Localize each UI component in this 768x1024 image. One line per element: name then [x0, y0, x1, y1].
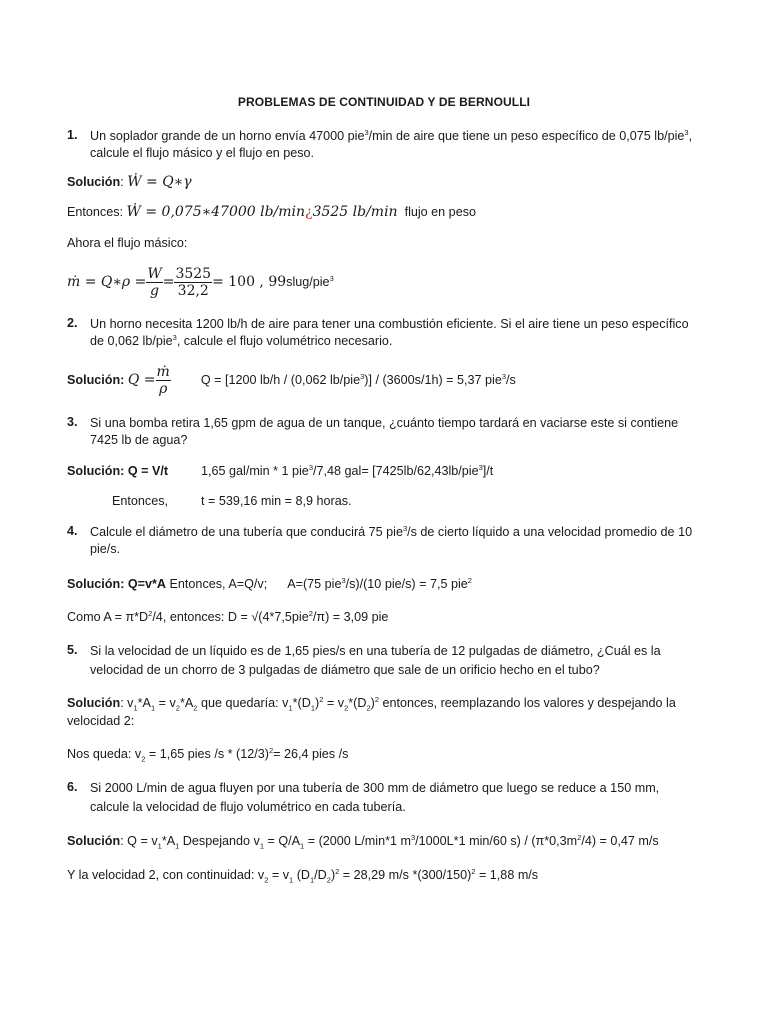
- problem-6-line-1: Si 2000 L/min de agua fluyen por una tubería de 300 mm de diámetro que luego se reduce a 150 mm,: [90, 781, 660, 795]
- problem-1-weight-flow: Entonces: Ẇ = 0,075∗47000 lb/min¿3525 lb/min flujo en peso: [67, 204, 476, 220]
- fraction-w-over-g: $\frac{W}{g}$: [147, 266, 162, 300]
- problem-5-solution-line-2: velocidad 2:: [67, 714, 135, 728]
- problem-1-mass-intro: Ahora el flujo másico:: [67, 236, 188, 250]
- problem-5-result: Nos queda: $v_2 = 1,65$ pies $/s * (12/3)^2= 26,4$ pies /s: [67, 745, 349, 764]
- problem-1-number: 1.: [67, 128, 78, 142]
- problem-3-solution-calc: 1,65 gal/min * 1 pie$^3$/7,48 gal= [7425lb/62,43lb/pie$^3$]/t: [201, 462, 494, 478]
- problem-6-line-2: calcule la velocidad de flujo volumétrico en cada tubería.: [90, 800, 406, 814]
- problem-1-line-1: Un soplador grande de un horno envía 47000 pie$^3$/min de aire que tiene un peso específico de 0,075 lb/pie$^3$,: [90, 127, 693, 143]
- problem-2-solution: Solución: Q = $\frac{\text{ṁ}}{\rho}$ Q = [1200 lb/h / (0,062 lb/pie$^3$)] / (3600s/1h) = 5,37 pie$^3$/s: [67, 364, 516, 398]
- problem-5-line-1: Si la velocidad de un líquido es de 1,65 pies/s en una tubería de 12 pulgadas de diámetro, ¿Cuál es la: [90, 644, 661, 658]
- problem-4-number: 4.: [67, 524, 78, 538]
- problem-3-line-2: 7425 lb de agua?: [90, 433, 188, 447]
- problem-1-line-2: calcule el flujo másico y el flujo en peso.: [90, 146, 315, 160]
- problem-3-result-label: Entonces,: [112, 494, 169, 508]
- problem-6-number: 6.: [67, 780, 78, 794]
- problem-6-velocity-2: Y la velocidad 2, con continuidad: $v_2 = v_1$ $(D_1/D_2)^2 = 28,29$ m/s $*(300/150)^2 = 1,88$ m/s: [67, 866, 539, 885]
- problem-3-line-1: Si una bomba retira 1,65 gpm de agua de un tanque, ¿cuánto tiempo tardará en vaciarse este si contiene: [90, 416, 679, 430]
- problem-2-number: 2.: [67, 316, 78, 330]
- problem-3-number: 3.: [67, 415, 78, 429]
- problem-1-mass-flow: ṁ = Q∗ρ = $\frac{W}{g}$ = $\frac{3525}{32,2}$ = 100 , 99slug/pie$^3$: [67, 266, 334, 300]
- problem-4-diameter: Como $A = \pi*D^2/4$, entonces: D = √(4*7,5pie$^2$/π) = 3,09 pie: [67, 608, 389, 624]
- problem-4-line-1: Calcule el diámetro de una tubería que conducirá 75 pie$^3$/s de cierto líquido a una velocidad promedio de 10: [90, 523, 693, 539]
- problem-4-solution: Solución: Q=v*A Entonces, A=Q/v; A=(75 pie$^3$/s)/(10 pie/s) = 7,5 pie$^2$: [67, 575, 472, 591]
- fraction-mdot-over-rho: $\frac{\text{ṁ}}{\rho}$: [156, 364, 170, 398]
- problem-4-line-2: pie/s.: [90, 542, 121, 556]
- problem-3-solution-label: Solución: Q = V/t: [67, 464, 169, 478]
- document-title: PROBLEMAS DE CONTINUIDAD Y DE BERNOULLI: [237, 95, 531, 109]
- problem-5-number: 5.: [67, 643, 78, 657]
- problem-3-result-value: t = 539,16 min = 8,9 horas.: [201, 494, 352, 508]
- problem-2-line-2: de 0,062 lb/pie$^3$, calcule el flujo volumétrico necesario.: [90, 332, 393, 348]
- problem-6-solution: Solución: $Q = v_1*A_1$ Despejando $v_1 = Q/A_1 = (2000$ L/min*1 $m^3/1000L*1$ min/60 $s) / (\pi*0,3m^2/4) = 0,47$ m/s: [67, 832, 659, 851]
- problem-2-line-1: Un horno necesita 1200 lb/h de aire para tener una combustión eficiente. Si el aire tiene un peso específico: [90, 317, 689, 331]
- problem-5-solution-line-1: Solución: $v_1*A_1 = v_2*A_2$ que quedaría: $v_1*(D_1)^2 = v_2*(D_2)^2$ entonces, reemplazando los valores y despejando la: [67, 694, 676, 713]
- problem-1-solution: Solución: Ẇ = Q∗γ: [67, 174, 192, 190]
- fraction-3525-over-32-2: $\frac{3525}{32,2}$: [175, 266, 212, 300]
- problem-5-line-2: velocidad de un chorro de 3 pulgadas de diámetro que sale de un orificio hecho en el tubo?: [90, 663, 600, 677]
